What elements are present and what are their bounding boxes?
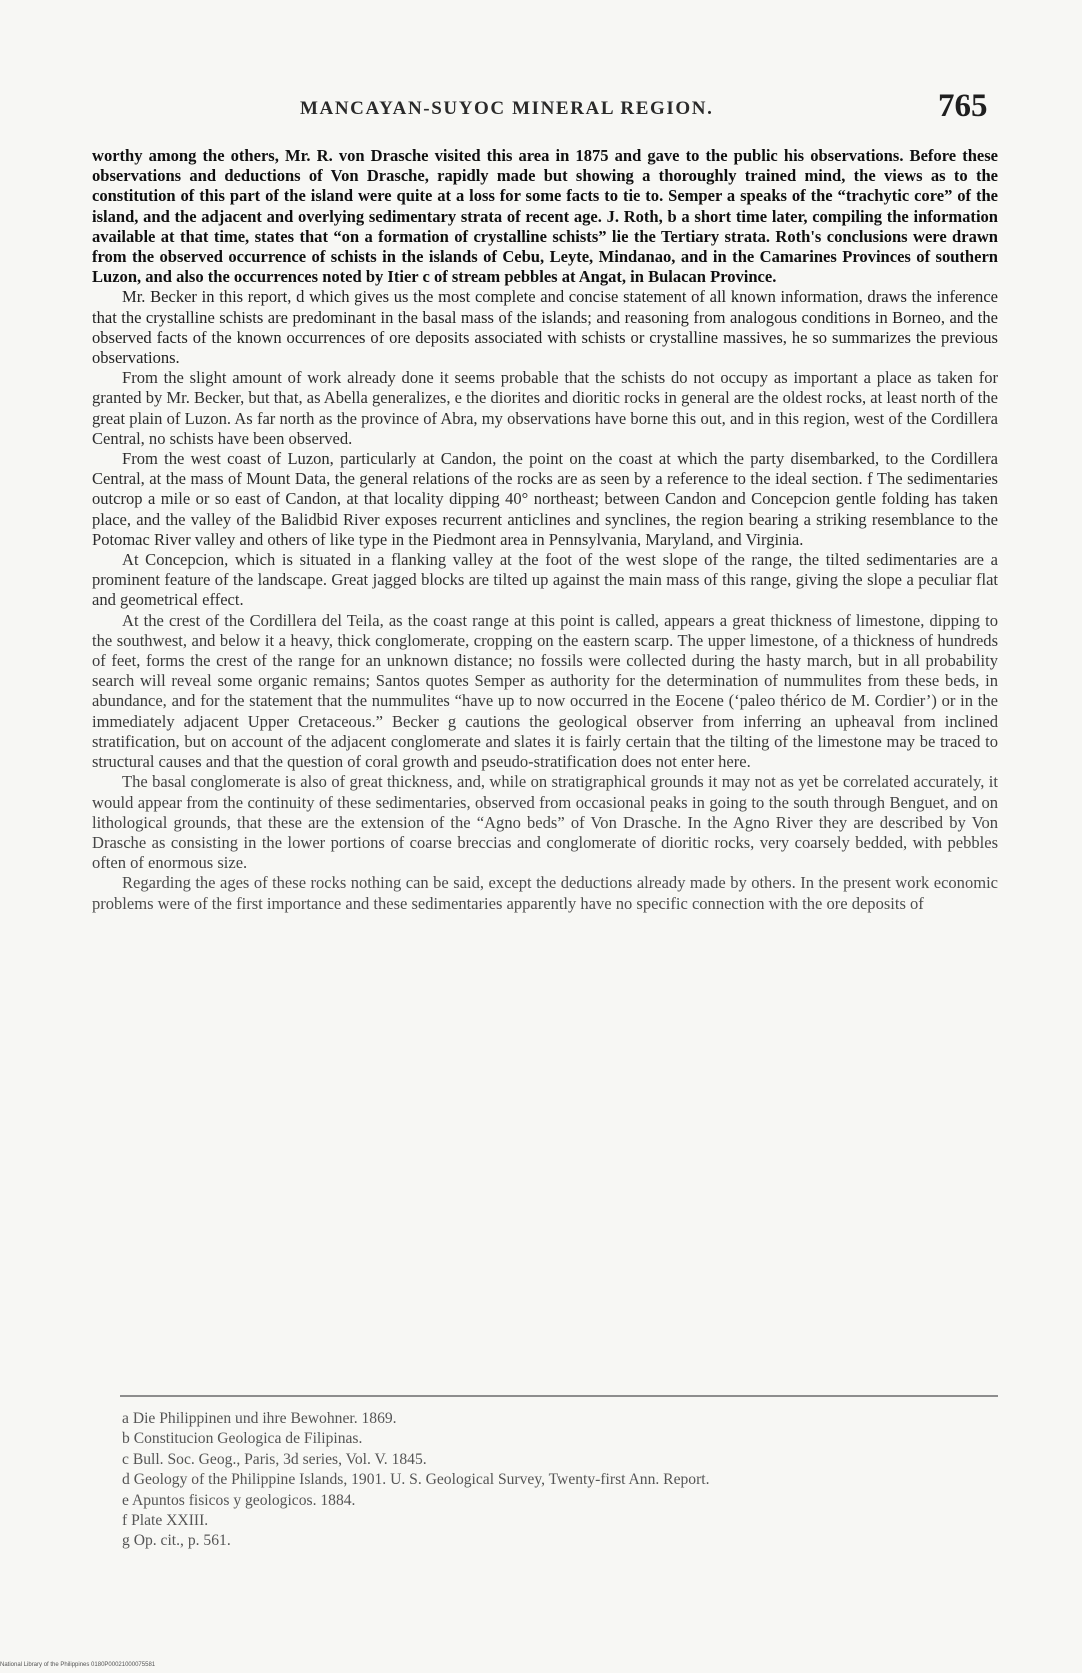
footnote: g Op. cit., p. 561.: [122, 1532, 231, 1550]
footnote: c Bull. Soc. Geog., Paris, 3d series, Vol. V. 1845.: [122, 1450, 427, 1468]
page-number: 765: [938, 88, 988, 124]
body-text: [92, 146, 998, 914]
footnotes: [92, 1409, 998, 1552]
running-head-title: MANCAYAN-SUYOC MINERAL REGION.: [300, 98, 714, 119]
footnote-divider: [120, 1395, 998, 1397]
paragraph: The basal conglomerate is also of great thickness, and, while on stratigraphical grounds it may not as yet be correlated accurately, it would appear from the continuity of these sedimentaries, observed from occasional peaks in going to the south through Benguet, and on lithological grounds, that these are the extension of the “Agno beds” of Von Drasche. In the Agno River they are described by Von Drasche as consisting in the lower portions of coarse breccias and conglomerate of dioritic rocks, very coarsely bedded, with pebbles often of enormous size.: [92, 772, 998, 873]
footnote: d Geology of the Philippine Islands, 1901. U. S. Geological Survey, Twenty-first Ann. Report.: [122, 1471, 710, 1489]
paragraph: Mr. Becker in this report, d which gives us the most complete and concise statement of all known information, draws the inference that the crystalline schists are predominant in the basal mass of the islands; and reasoning from analogous conditions in Borneo, and the observed facts of the known occurrences of ore deposits associated with schists or crystalline massives, he so summarizes the previous observations.: [92, 287, 998, 368]
footnote: b Constitucion Geologica de Filipinas.: [122, 1430, 363, 1448]
paragraph: At Concepcion, which is situated in a flanking valley at the foot of the west slope of the range, the tilted sedimentaries are a prominent feature of the landscape. Great jagged blocks are tilted up against the main mass of this range, giving the slope a peculiar flat and geometrical effect.: [92, 550, 998, 610]
scan-imprint: National Library of the Philippines 0180P00021000075581: [0, 1662, 156, 1668]
paragraph: From the west coast of Luzon, particularly at Candon, the point on the coast at which the party disembarked, to the Cordillera Central, at the mass of Mount Data, the general relations of the rocks are as seen by a reference to the ideal section. f The sedimentaries outcrop a mile or so east of Candon, at that locality dipping 40° northeast; between Candon and Concepcion gentle folding has taken place, and the valley of the Balidbid River exposes recurrent anticlines and synclines, the region bearing a striking resemblance to the Potomac River valley and others of like type in the Piedmont area in Pennsylvania, Maryland, and Virginia.: [92, 449, 998, 549]
footnote: f Plate XXIII.: [122, 1512, 209, 1530]
paragraph: At the crest of the Cordillera del Teila, as the coast range at this point is called, appears a great thickness of limestone, dipping to the southwest, and below it a heavy, thick conglomerate, cropping on the eastern scarp. The upper limestone, of a thickness of hundreds of feet, forms the crest of the range for an unknown distance; no fossils were collected during the hasty march, but in all probability search will reveal some organic remains; Santos quotes Semper as authority for the determination of nummulites from these beds, in abundance, and for the statement that the nummulites “have up to now occurred in the Eocene (‘paleo thérico de M. Cordier’) or in the immediately adjacent Upper Cretaceous.” Becker g cautions the geological observer from inferring an upheaval from inclined stratification, but on account of the adjacent conglomerate and slates it is fairly certain that the tilting of the limestone may be traced to structural causes and that the question of coral growth and pseudo-stratification does not enter here.: [92, 610, 998, 772]
footnote: e Apuntos fisicos y geologicos. 1884.: [122, 1491, 356, 1509]
paragraph: Regarding the ages of these rocks nothing can be said, except the deductions already made by others. In the present work economic problems were of the first importance and these sedimentaries apparently have no specific connection with the ore deposits of: [92, 873, 998, 913]
paragraph: worthy among the others, Mr. R. von Drasche visited this area in 1875 and gave to the public his observations. Before these observations and deductions of Von Drasche, rapidly made but showing a thoroughly trained mind, the views as to the constitution of this part of the island were quite at a loss for some facts to tie to. Semper a speaks of the “trachytic core” of the island, and the adjacent and overlying sedimentary strata of recent age. J. Roth, b a short time later, compiling the information available at that time, states that “on a formation of crystalline schists” lie the Tertiary strata. Roth's conclusions were drawn from the observed occurrence of schists in the islands of Cebu, Leyte, Mindanao, and in the Camarines Provinces of southern Luzon, and also the occurrences noted by Itier c of stream pebbles at Angat, in Bulacan Province.: [92, 146, 998, 287]
paragraph: From the slight amount of work already done it seems probable that the schists do not occupy as important a place as taken for granted by Mr. Becker, but that, as Abella generalizes, e the diorites and dioritic rocks in general are the oldest rocks, at least north of the great plain of Luzon. As far north as the province of Abra, my observations have borne this out, and in this region, west of the Cordillera Central, no schists have been observed.: [92, 368, 998, 448]
footnote: a Die Philippinen und ihre Bewohner. 1869.: [122, 1410, 397, 1427]
